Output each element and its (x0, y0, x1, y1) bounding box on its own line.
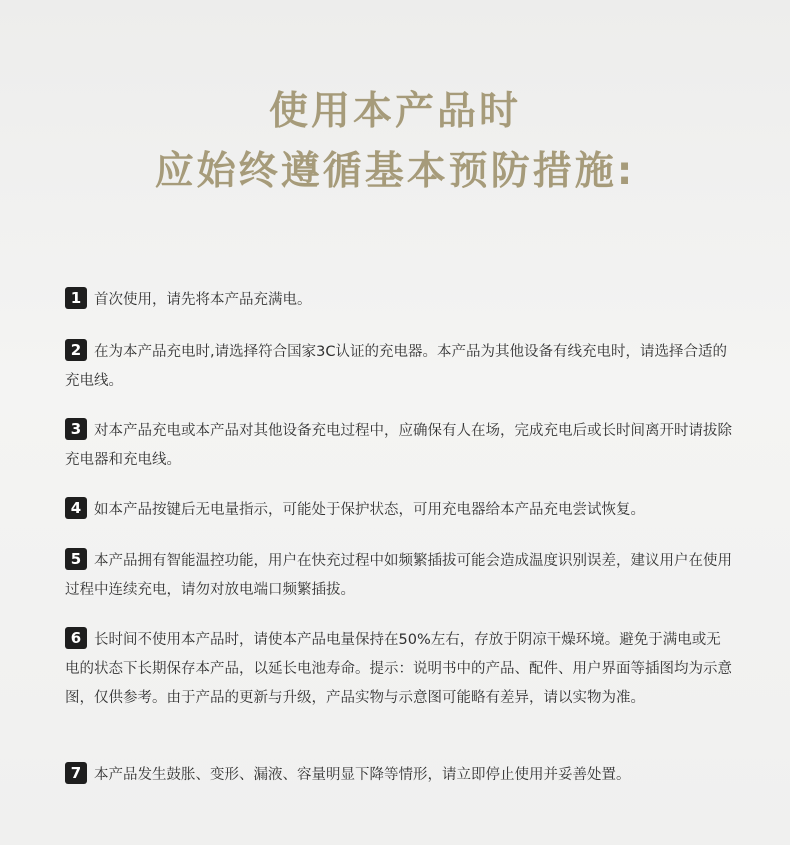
precaution-item-7 (65, 761, 735, 790)
page-title (0, 82, 790, 202)
precaution-text-5: 本产品拥有智能温控功能，用户在快充过程中如频繁插拔可能会造成温度识别误差，建议用户在使用过程中连续充电，请勿对放电端口频繁插拔。 (65, 553, 732, 598)
number-badge-6: 6 (65, 627, 87, 649)
precaution-item-2 (65, 338, 735, 396)
precaution-item-3 (65, 417, 735, 475)
number-badge-5: 5 (65, 548, 87, 570)
precaution-text-4: 如本产品按键后无电量指示，可能处于保护状态，可用充电器给本产品充电尝试恢复。 (94, 502, 645, 518)
number-badge-2: 2 (65, 339, 87, 361)
precaution-item-5 (65, 547, 735, 605)
number-badge-7: 7 (65, 762, 87, 784)
precaution-text-1: 首次使用，请先将本产品充满电。 (94, 292, 312, 308)
precaution-text-6: 长时间不使用本产品时，请使本产品电量保持在50%左右，存放于阴凉干燥环境。避免于满电或无电的状态下长期保存本产品，以延长电池寿命。提示：说明书中的产品、配件、用户界面等插图均为示意图，仅供参考。由于产品的更新与升级，产品实物与示意图可能略有差异，请以实物为准。 (65, 632, 732, 706)
number-badge-3: 3 (65, 418, 87, 440)
number-badge-4: 4 (65, 497, 87, 519)
precaution-text-7: 本产品发生鼓胀、变形、漏液、容量明显下降等情形，请立即停止使用并妥善处置。 (94, 767, 631, 783)
precaution-text-3: 对本产品充电或本产品对其他设备充电过程中，应确保有人在场，完成充电后或长时间离开时请拔除充电器和充电线。 (65, 423, 732, 468)
number-badge-1: 1 (65, 287, 87, 309)
title-line-1: 使用本产品时 (268, 89, 521, 134)
title-line-2: 应始终遵循基本预防措施: (154, 149, 636, 194)
precaution-text-2: 在为本产品充电时,请选择符合国家3C认证的充电器。本产品为其他设备有线充电时，请选择合适的充电线。 (65, 344, 727, 389)
precaution-item-6 (65, 626, 735, 713)
precaution-item-4 (65, 496, 735, 525)
precaution-item-1 (65, 286, 735, 315)
